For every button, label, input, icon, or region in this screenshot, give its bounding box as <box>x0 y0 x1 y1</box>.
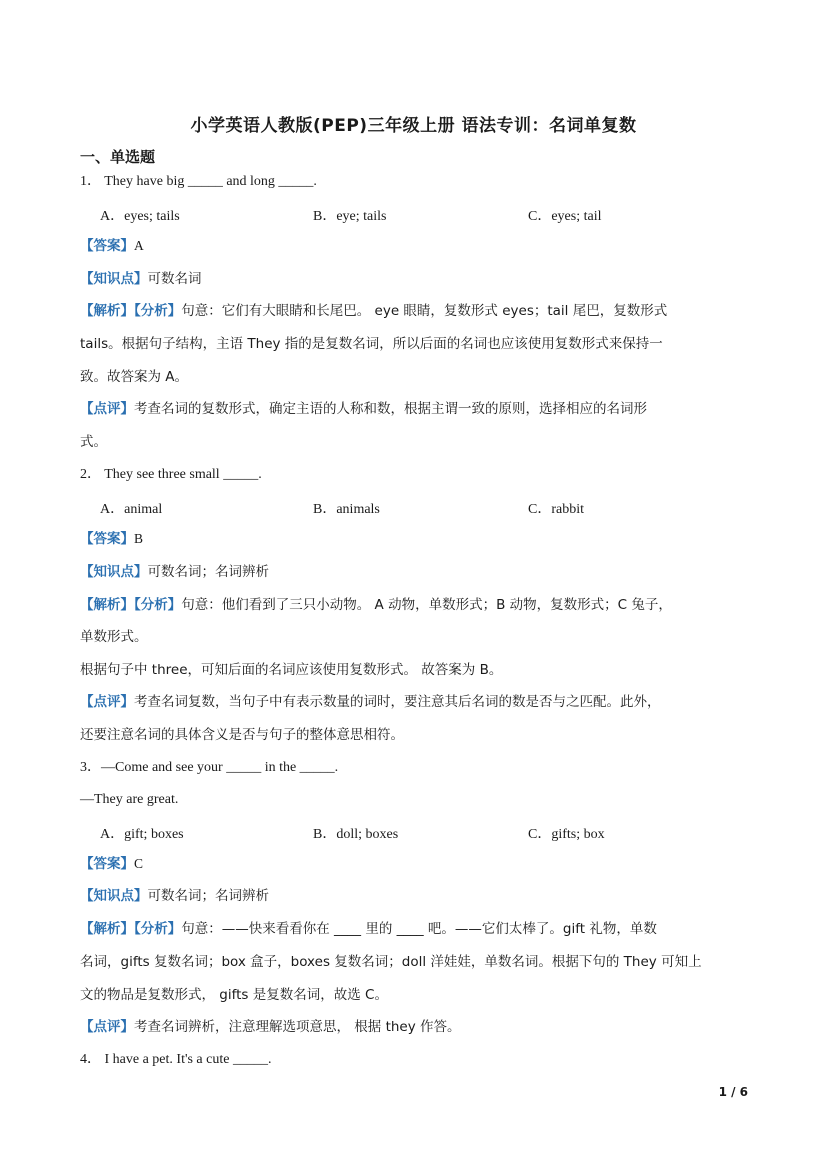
question-2-analysis-line-2: 单数形式。 <box>80 629 148 645</box>
question-1-option-c: C．eyes; tail <box>528 209 602 224</box>
section-heading: 一、单选题 <box>80 148 156 166</box>
knowledge-point-value: 可数名词；名词辨析 <box>147 888 269 904</box>
question-2-knowledge-point <box>80 562 269 582</box>
answer-value: A <box>134 238 144 253</box>
question-1-analysis-line-3: 致。故答案为 A。 <box>80 369 189 385</box>
question-3-option-c: C．gifts; box <box>528 827 605 842</box>
question-2-option-b: B．animals <box>313 502 380 517</box>
question-3-stem: 3．—Come and see your _____ in the _____. <box>80 760 339 775</box>
question-2-option-a: A．animal <box>100 502 163 517</box>
comment-tag: 【点评】 <box>80 1019 134 1035</box>
question-1-option-b: B．eye; tails <box>313 209 387 224</box>
question-3-answer <box>80 854 143 874</box>
question-1-comment-line-1 <box>80 399 647 419</box>
question-2-stem: 2． They see three small _____. <box>80 467 262 482</box>
question-3-stem-reply: —They are great. <box>80 792 179 807</box>
comment-text: 考查名词复数，当句子中有表示数量的词时，要注意其后名词的数是否与之匹配。此外， <box>134 694 661 710</box>
question-3-analysis-line-2: 名词，gifts 复数名词；box 盒子，boxes 复数名词；doll 洋娃娃，单数名词。根据下句的 They 可知上 <box>80 954 702 970</box>
question-1-answer <box>80 236 144 256</box>
question-2-analysis-line-3: 根据句子中 three，可知后面的名词应该使用复数形式。 故答案为 B。 <box>80 662 503 678</box>
comment-tag: 【点评】 <box>80 694 134 710</box>
question-2-option-c: C．rabbit <box>528 502 584 517</box>
question-1-option-a: A．eyes; tails <box>100 209 180 224</box>
question-2-comment-line-1 <box>80 692 661 712</box>
question-2-analysis-line-1 <box>80 595 672 615</box>
comment-text: 考查名词辨析，注意理解选项意思， 根据 they 作答。 <box>134 1019 461 1035</box>
analysis-tag: 【解析】【分析】 <box>80 921 182 937</box>
knowledge-point-value: 可数名词；名词辨析 <box>147 564 269 580</box>
analysis-text: 句意：他们看到了三只小动物。 A 动物，单数形式；B 动物，复数形式；C 兔子， <box>181 597 672 613</box>
analysis-tag: 【解析】【分析】 <box>80 597 182 613</box>
analysis-tag: 【解析】【分析】 <box>80 303 182 319</box>
question-3-analysis-line-1 <box>80 919 657 939</box>
knowledge-point-tag: 【知识点】 <box>80 564 148 580</box>
question-1-analysis-line-2: tails。根据句子结构，主语 They 指的是复数名词，所以后面的名词也应该使用复数形式来保持一 <box>80 336 663 352</box>
answer-value: B <box>134 531 144 546</box>
answer-value: C <box>134 856 144 871</box>
analysis-text: 句意：——快来看看你在 ____ 里的 ____ 吧。——它们太棒了。gift 礼物，单数 <box>181 921 657 937</box>
answer-tag: 【答案】 <box>80 856 134 872</box>
question-1-analysis-line-1 <box>80 301 667 321</box>
question-3-analysis-line-3: 文的物品是复数形式， gifts 是复数名词，故选 C。 <box>80 987 388 1003</box>
page-number: 1 / 6 <box>718 1085 748 1099</box>
knowledge-point-tag: 【知识点】 <box>80 271 148 287</box>
question-3-option-a: A．gift; boxes <box>100 827 184 842</box>
comment-text: 考查名词的复数形式，确定主语的人称和数，根据主谓一致的原则，选择相应的名词形 <box>134 401 647 417</box>
question-1-stem: 1． They have big _____ and long _____. <box>80 174 317 189</box>
knowledge-point-value: 可数名词 <box>147 271 202 287</box>
question-2-answer <box>80 529 143 549</box>
analysis-text: 句意：它们有大眼睛和长尾巴。 eye 眼睛，复数形式 eyes；tail 尾巴，复数形式 <box>181 303 668 319</box>
answer-tag: 【答案】 <box>80 531 134 547</box>
comment-tag: 【点评】 <box>80 401 134 417</box>
question-1-knowledge-point <box>80 269 202 289</box>
knowledge-point-tag: 【知识点】 <box>80 888 148 904</box>
question-4-stem: 4． I have a pet. It's a cute _____. <box>80 1052 272 1067</box>
question-3-comment-line-1 <box>80 1017 461 1037</box>
question-3-option-b: B．doll; boxes <box>313 827 399 842</box>
answer-tag: 【答案】 <box>80 238 134 254</box>
question-2-comment-line-2: 还要注意名词的具体含义是否与句子的整体意思相符。 <box>80 727 404 743</box>
document-title: 小学英语人教版(PEP)三年级上册 语法专训：名词单复数 <box>190 116 637 136</box>
question-3-knowledge-point <box>80 886 269 906</box>
question-1-comment-line-2: 式。 <box>80 434 107 450</box>
